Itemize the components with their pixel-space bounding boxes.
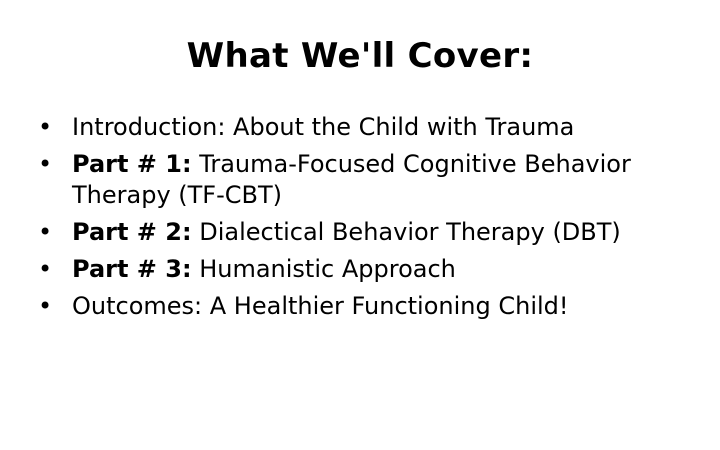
list-item — [38, 254, 708, 285]
list-item — [38, 291, 708, 322]
bullet-icon: • — [38, 218, 53, 246]
bullet-label: Part # 1: — [72, 150, 192, 178]
list-item — [38, 112, 708, 143]
list-item — [38, 217, 708, 248]
bullet-label: Part # 2: — [72, 218, 192, 246]
list-item — [38, 149, 708, 211]
bullet-list — [38, 112, 708, 328]
page-title: What We'll Cover: — [186, 36, 534, 76]
bullet-icon: • — [38, 292, 53, 320]
bullet-text: Humanistic Approach — [191, 255, 456, 283]
bullet-icon: • — [38, 255, 53, 283]
bullet-label: Part # 3: — [72, 255, 192, 283]
bullet-icon: • — [38, 113, 53, 141]
bullet-text: Introduction: About the Child with Trauma — [72, 113, 575, 141]
bullet-icon: • — [38, 150, 53, 178]
bullet-text: Trauma-Focused Cognitive Behavior Therapy (TF-CBT) — [72, 150, 631, 209]
bullet-text: Dialectical Behavior Therapy (DBT) — [191, 218, 621, 246]
bullet-text: Outcomes: A Healthier Functioning Child! — [72, 292, 569, 320]
